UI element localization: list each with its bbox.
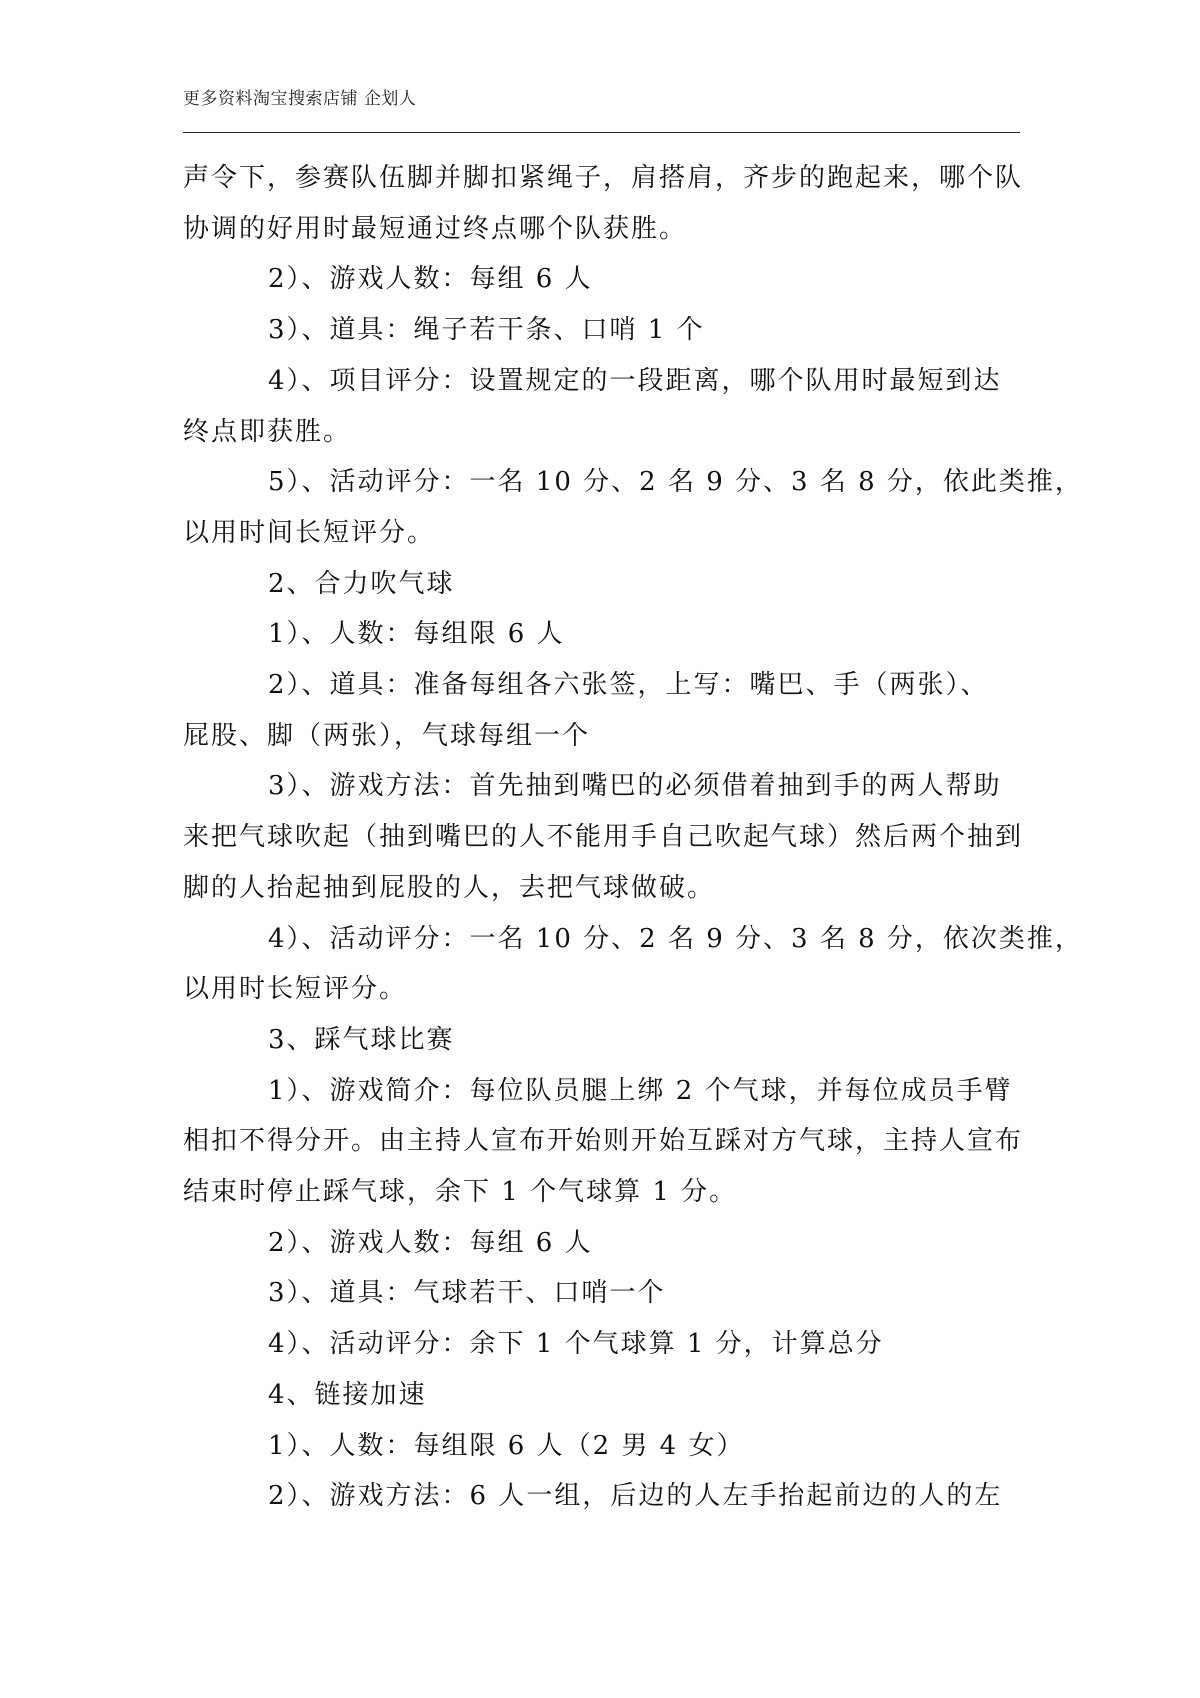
- body-line: 以用时间长短评分。: [183, 517, 436, 548]
- body-line: 2）、游戏方法：6 人一组，后边的人左手抬起前边的人的左: [268, 1481, 1003, 1512]
- body-line: 2）、游戏人数：每组 6 人: [268, 1227, 593, 1258]
- body-line: 3）、道具：绳子若干条、口哨 1 个: [268, 315, 705, 346]
- body-line: 协调的好用时最短通过终点哪个队获胜。: [183, 213, 688, 244]
- body-line: 4）、项目评分：设置规定的一段距离，哪个队用时最短到达: [268, 365, 1002, 396]
- body-line: 2、合力吹气球: [268, 568, 455, 599]
- body-line: 3、踩气球比赛: [268, 1024, 455, 1055]
- body-line: 来把气球吹起（抽到嘴巴的人不能用手自己吹起气球）然后两个抽到: [183, 822, 1024, 853]
- body-line: 2）、道具：准备每组各六张签，上写：嘴巴、手（两张）、: [268, 670, 989, 701]
- body-line: 3）、游戏方法：首先抽到嘴巴的必须借着抽到手的两人帮助: [268, 771, 1002, 802]
- body-line: 1）、人数：每组限 6 人: [268, 619, 565, 650]
- body-line: 结束时停止踩气球，余下 1 个气球算 1 分。: [183, 1177, 738, 1208]
- body-line: 2）、游戏人数：每组 6 人: [268, 264, 593, 295]
- body-line: 4）、活动评分：一名 10 分、2 名 9 分、3 名 8 分，依次类推，: [268, 923, 1083, 954]
- body-line: 1）、人数：每组限 6 人（2 男 4 女）: [268, 1430, 745, 1461]
- body-line: 终点即获胜。: [183, 416, 352, 447]
- body-line: 屁股、脚（两张），气球每组一个: [183, 720, 591, 751]
- header-divider: [183, 132, 1020, 133]
- body-line: 5）、活动评分：一名 10 分、2 名 9 分、3 名 8 分，依此类推，: [268, 467, 1083, 498]
- page-header: 更多资料淘宝搜索店铺 企划人: [183, 89, 417, 109]
- document-body: [183, 153, 1083, 1522]
- body-line: 以用时长短评分。: [183, 974, 408, 1005]
- body-line: 脚的人抬起抽到屁股的人，去把气球做破。: [183, 872, 716, 903]
- body-line: 3）、道具：气球若干、口哨一个: [268, 1278, 666, 1309]
- body-line: 声令下，参赛队伍脚并脚扣紧绳子，肩搭肩，齐步的跑起来，哪个队: [183, 163, 1024, 193]
- body-line: 4）、活动评分：余下 1 个气球算 1 分，计算总分: [268, 1329, 884, 1360]
- body-line: 1）、游戏简介：每位队员腿上绑 2 个气球，并每位成员手臂: [268, 1075, 1013, 1106]
- body-line: 相扣不得分开。由主持人宣布开始则开始互踩对方气球，主持人宣布: [183, 1126, 1024, 1157]
- body-line: 4、链接加速: [268, 1379, 427, 1410]
